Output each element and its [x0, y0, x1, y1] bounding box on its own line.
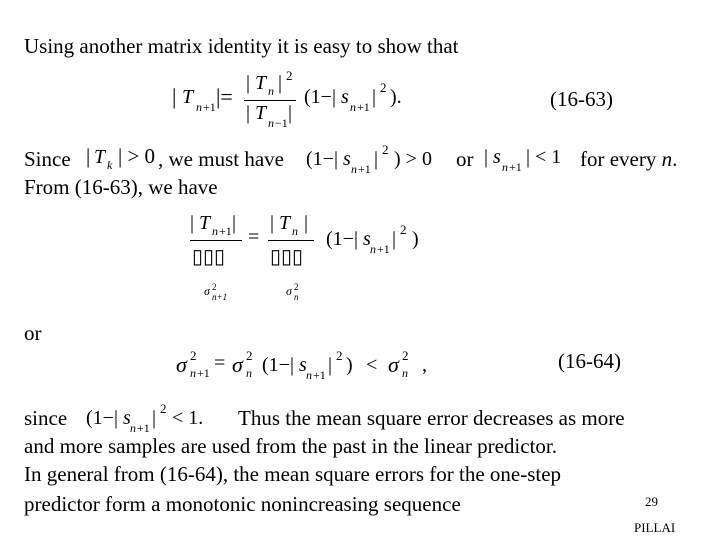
label-16-63: (16-63)	[550, 87, 613, 111]
thus-line-4: predictor form a monotonic nonincreasing sequence	[24, 492, 461, 516]
for-every-line: for every n.	[580, 147, 678, 171]
thus-line-1: Thus the mean square error decreases as more	[238, 406, 625, 430]
sn-condition: | s n +1 | < 1	[484, 146, 562, 174]
intro-line: Using another matrix identity it is easy to show that	[24, 34, 459, 58]
author-footer: PILLAI	[634, 520, 676, 535]
since-line-must: , we must have	[158, 147, 284, 171]
label-16-64: (16-64)	[558, 349, 621, 373]
page-number: 29	[645, 494, 658, 509]
equation-16-64: σ 2 n +1 = σ 2 n (1−| s n +1 | 2 ) < σ 2 n ,	[176, 348, 427, 382]
tk-condition: | T k | > 0	[86, 144, 156, 172]
or-line: or	[24, 321, 42, 345]
bracket-condition: (1−| s n +1 | 2 ) > 0	[306, 142, 432, 176]
thus-line-2: and more samples are used from the past in the linear predictor.	[24, 434, 557, 458]
thus-line-3: In general from (16-64), the mean square errors for the one-step	[24, 462, 562, 486]
equation-16-63: | T n +1 |= | T n | 2 | T n −1 | (1−| s n +1 | 2 ).	[172, 68, 402, 130]
final-condition: (1−| s n +1 | 2 < 1.	[86, 401, 204, 435]
or-mid: or	[456, 147, 474, 171]
from-line: From (16-63), we have	[24, 175, 218, 199]
since-line-2: since	[24, 406, 68, 430]
equation-ratio: | T n +1 | ▯▯▯ = | T n | ▯▯▯ (1−| s n +1 | 2 ) σ 2 n+1 σ 2 n	[190, 212, 419, 302]
since-line-start: Since	[24, 147, 71, 171]
